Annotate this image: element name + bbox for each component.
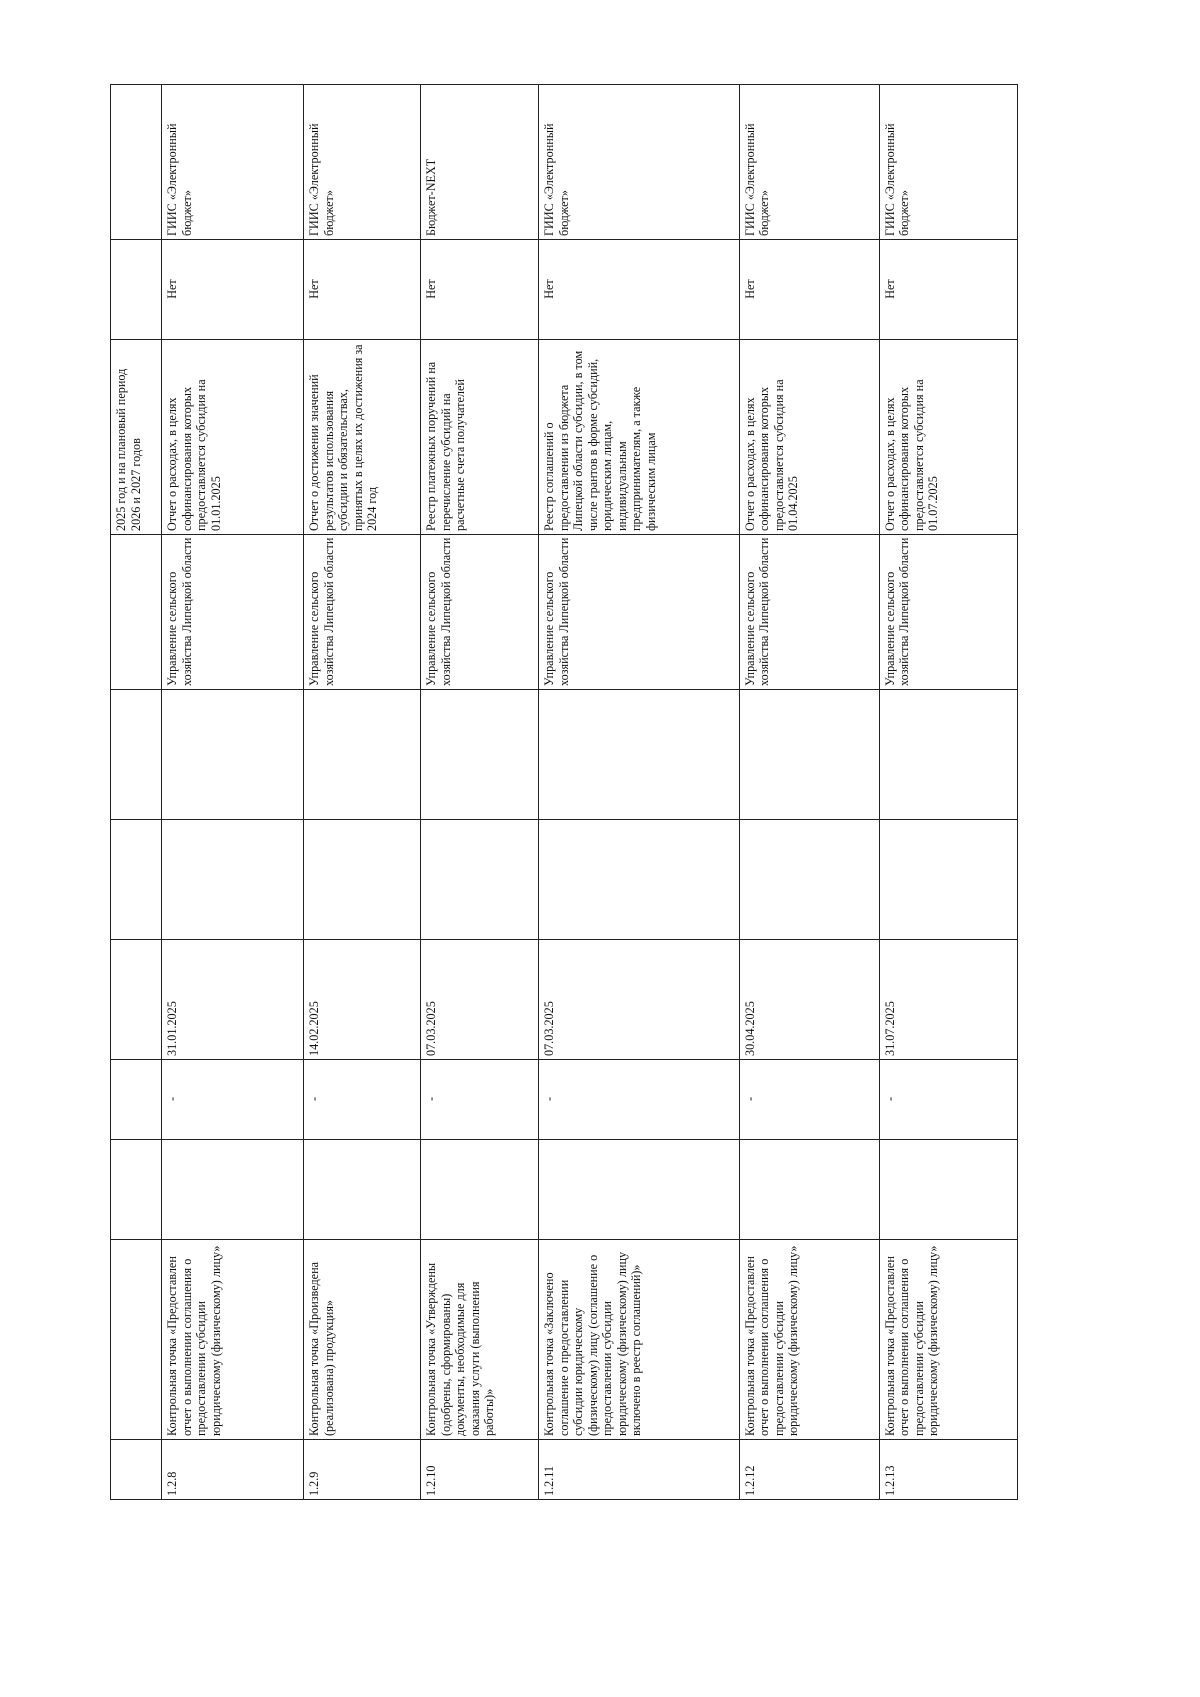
date-cell: 07.03.2025 bbox=[539, 940, 739, 1060]
empty-cell bbox=[421, 1140, 539, 1240]
control-point-name-cell: Контрольная точка «Произведена (реализована) продукция» bbox=[304, 1240, 421, 1440]
empty-cell bbox=[539, 820, 739, 940]
dash-cell: - bbox=[739, 1060, 879, 1140]
control-point-name-cell: Контрольная точка «Предоставлен отчет о выполнении соглашения о предоставлении субсидии юридическому (физическому) лицу» bbox=[739, 1240, 879, 1440]
table-row bbox=[879, 85, 1017, 1500]
responsible-cell: Управление сельского хозяйства Липецкой области bbox=[739, 535, 879, 690]
empty-cell bbox=[304, 1140, 421, 1240]
table-row bbox=[304, 85, 421, 1500]
date-cell: 30.04.2025 bbox=[739, 940, 879, 1060]
control-point-name-cell: Контрольная точка «Утверждены (одобрены, сформированы) документы, необходимые для оказания услуги (выполнения работы)» bbox=[421, 1240, 539, 1440]
empty-cell bbox=[304, 690, 421, 820]
empty-cell bbox=[162, 1140, 304, 1240]
flag-cell: Нет bbox=[879, 240, 1017, 340]
table-row bbox=[739, 85, 879, 1500]
document-cell: Реестр платежных поручений на перечисление субсидий на расчетные счета получателей bbox=[421, 340, 539, 535]
date-cell: 31.07.2025 bbox=[879, 940, 1017, 1060]
date-cell: 14.02.2025 bbox=[304, 940, 421, 1060]
document-cell: Реестр соглашений о предоставлении из бюджета Липецкой области субсидии, в том числе грантов в форме субсидий, юридическим лицам, индивидуальным предпринимателям, а также физическим лицам bbox=[539, 340, 739, 535]
empty-cell bbox=[879, 690, 1017, 820]
document-cell: 2025 год и на плановый период 2026 и 2027 годов bbox=[111, 340, 162, 535]
document-cell: Отчет о достижении значений результатов использования субсидии и обязательствах, принятых в целях их достижения за 2024 год bbox=[304, 340, 421, 535]
empty-cell bbox=[739, 820, 879, 940]
flag-cell: Нет bbox=[739, 240, 879, 340]
dash-cell: - bbox=[421, 1060, 539, 1140]
row-number-cell: 1.2.8 bbox=[162, 1440, 304, 1500]
dash-cell: - bbox=[304, 1060, 421, 1140]
dash-cell: - bbox=[162, 1060, 304, 1140]
responsible-cell: Управление сельского хозяйства Липецкой области bbox=[879, 535, 1017, 690]
empty-cell bbox=[739, 690, 879, 820]
system-cell: ГИИС «Электронный бюджет» bbox=[879, 85, 1017, 240]
row-number-cell: 1.2.10 bbox=[421, 1440, 539, 1500]
empty-cell bbox=[539, 690, 739, 820]
row-number-cell: 1.2.9 bbox=[304, 1440, 421, 1500]
flag-cell: Нет bbox=[421, 240, 539, 340]
system-cell: Бюджет-NEXT bbox=[421, 85, 539, 240]
responsible-cell: Управление сельского хозяйства Липецкой области bbox=[162, 535, 304, 690]
document-cell: Отчет о расходах, в целях софинансирования которых предоставляется субсидия на 01.04.2025 bbox=[739, 340, 879, 535]
continuation-row bbox=[111, 85, 162, 1500]
control-point-name-cell: Контрольная точка «Заключено соглашение о предоставлении субсидии юридическому (физическому) лицу (соглашение о предоставлении субсидии юридическому (физическому) лицу включено в реестр соглашений)» bbox=[539, 1240, 739, 1440]
responsible-cell: Управление сельского хозяйства Липецкой области bbox=[539, 535, 739, 690]
empty-cell bbox=[739, 1140, 879, 1240]
system-cell: ГИИС «Электронный бюджет» bbox=[162, 85, 304, 240]
table-row bbox=[162, 85, 304, 1500]
responsible-cell: Управление сельского хозяйства Липецкой области bbox=[421, 535, 539, 690]
document-cell: Отчет о расходах, в целях софинансирования которых предоставляется субсидия на 01.01.2025 bbox=[162, 340, 304, 535]
dash-cell: - bbox=[539, 1060, 739, 1140]
row-number-cell: 1.2.11 bbox=[539, 1440, 739, 1500]
dash-cell: - bbox=[879, 1060, 1017, 1140]
flag-cell: Нет bbox=[162, 240, 304, 340]
empty-cell bbox=[539, 1140, 739, 1240]
table-row bbox=[421, 85, 539, 1500]
responsible-cell: Управление сельского хозяйства Липецкой области bbox=[304, 535, 421, 690]
system-cell: ГИИС «Электронный бюджет» bbox=[304, 85, 421, 240]
flag-cell: Нет bbox=[304, 240, 421, 340]
row-number-cell: 1.2.12 bbox=[739, 1440, 879, 1500]
flag-cell: Нет bbox=[539, 240, 739, 340]
empty-cell bbox=[162, 820, 304, 940]
empty-cell bbox=[879, 1140, 1017, 1240]
rotated-table-page bbox=[110, 85, 1018, 1500]
document-cell: Отчет о расходах, в целях софинансирования которых предоставляется субсидия на 01.07.2025 bbox=[879, 340, 1017, 535]
control-points-table bbox=[110, 84, 1018, 1500]
control-point-name-cell: Контрольная точка «Предоставлен отчет о выполнении соглашения о предоставлении субсидии юридическому (физическому) лицу» bbox=[162, 1240, 304, 1440]
system-cell: ГИИС «Электронный бюджет» bbox=[539, 85, 739, 240]
row-number-cell: 1.2.13 bbox=[879, 1440, 1017, 1500]
empty-cell bbox=[162, 690, 304, 820]
date-cell: 31.01.2025 bbox=[162, 940, 304, 1060]
system-cell: ГИИС «Электронный бюджет» bbox=[739, 85, 879, 240]
empty-cell bbox=[421, 690, 539, 820]
date-cell: 07.03.2025 bbox=[421, 940, 539, 1060]
empty-cell bbox=[421, 820, 539, 940]
control-point-name-cell: Контрольная точка «Предоставлен отчет о выполнении соглашения о предоставлении субсидии юридическому (физическому) лицу» bbox=[879, 1240, 1017, 1440]
table-row bbox=[539, 85, 739, 1500]
empty-cell bbox=[304, 820, 421, 940]
empty-cell bbox=[879, 820, 1017, 940]
